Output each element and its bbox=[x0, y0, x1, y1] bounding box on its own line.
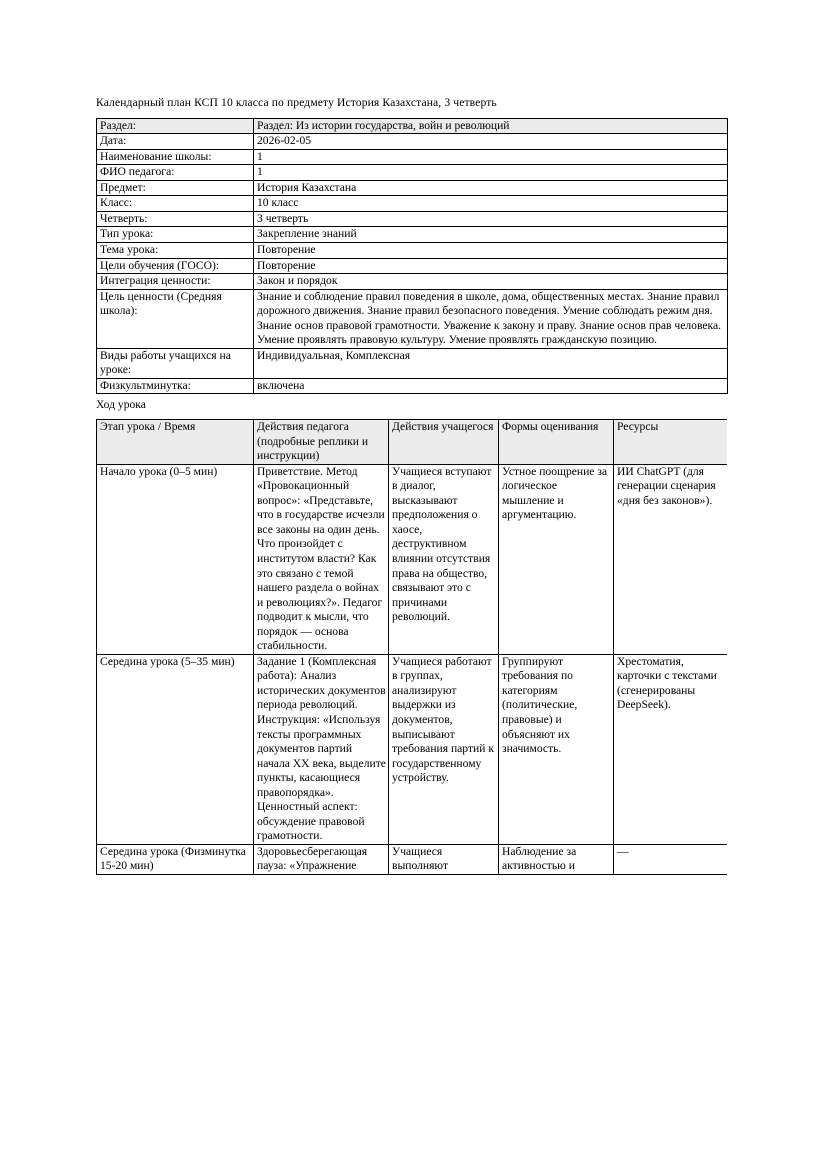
flow-student-cell: Учащиеся вступают в диалог, высказывают предположения о хаосе, деструктивном влиянии отсутствия права на общество, связывают это с причинами революций. bbox=[389, 464, 499, 654]
table-row bbox=[97, 464, 728, 654]
lesson-flow-heading: Ход урока bbox=[96, 398, 146, 412]
info-row-value: 1 bbox=[254, 149, 728, 165]
table-row bbox=[97, 274, 728, 290]
flow-stage-cell: Середина урока (5–35 мин) bbox=[97, 654, 254, 844]
info-row-label: Класс: bbox=[97, 196, 254, 212]
table-row bbox=[97, 118, 728, 134]
table-row bbox=[97, 378, 728, 394]
flow-stage-cell: Начало урока (0–5 мин) bbox=[97, 464, 254, 654]
info-row-label: Цели обучения (ГОСО): bbox=[97, 258, 254, 274]
column-header: Действия учащегося bbox=[389, 420, 499, 465]
info-row-label: Наименование школы: bbox=[97, 149, 254, 165]
info-row-label: Четверть: bbox=[97, 211, 254, 227]
info-row-value: 2026-02-05 bbox=[254, 134, 728, 150]
flow-assessment-cell: Группируют требования по категориям (политические, правовые) и объясняют их значимость. bbox=[499, 654, 614, 844]
flow-teacher-cell: Здоровьесберегающая пауза: «Упражнение bbox=[254, 844, 389, 874]
info-row-value: Закрепление знаний bbox=[254, 227, 728, 243]
flow-assessment-cell: Наблюдение за активностью и bbox=[499, 844, 614, 874]
info-row-label: Физкультминутка: bbox=[97, 378, 254, 394]
info-row-value: Раздел: Из истории государства, войн и революций bbox=[254, 118, 728, 134]
table-row bbox=[97, 149, 728, 165]
table-row bbox=[97, 654, 728, 844]
lesson-info-table-body bbox=[97, 118, 728, 394]
info-row-value: включена bbox=[254, 378, 728, 394]
column-header: Ресурсы bbox=[614, 420, 728, 465]
info-row-value: 1 bbox=[254, 165, 728, 181]
column-header: Действия педагога (подробные реплики и инструкции) bbox=[254, 420, 389, 465]
flow-teacher-cell: Задание 1 (Комплексная работа): Анализ исторических документов периода революций. Инструкция: «Используя тексты программных документов партий начала XX века, выделите пункты, касающиеся правопорядка». Ценностный аспект: обсуждение правовой грамотности. bbox=[254, 654, 389, 844]
info-row-label: Тема урока: bbox=[97, 242, 254, 258]
lesson-flow-table bbox=[96, 419, 727, 875]
lesson-info-table bbox=[96, 118, 728, 395]
info-row-label: Дата: bbox=[97, 134, 254, 150]
info-row-label: Интеграция ценности: bbox=[97, 274, 254, 290]
lesson-flow-table-head bbox=[97, 420, 728, 465]
info-row-value: Индивидуальная, Комплексная bbox=[254, 348, 728, 378]
info-row-value: 3 четверть bbox=[254, 211, 728, 227]
flow-student-cell: Учащиеся работают в группах, анализируют выдержки из документов, выписывают требования партий к государственному устройству. bbox=[389, 654, 499, 844]
info-row-label: Виды работы учащихся на уроке: bbox=[97, 348, 254, 378]
info-row-label: Раздел: bbox=[97, 118, 254, 134]
info-row-value: История Казахстана bbox=[254, 180, 728, 196]
lesson-flow-table-body bbox=[97, 464, 728, 874]
info-row-label: Цель ценности (Средняя школа): bbox=[97, 289, 254, 348]
info-row-label: ФИО педагога: bbox=[97, 165, 254, 181]
table-row bbox=[97, 211, 728, 227]
flow-resources-cell: ИИ ChatGPT (для генерации сценария «дня без законов»). bbox=[614, 464, 728, 654]
table-row bbox=[97, 180, 728, 196]
table-row bbox=[97, 348, 728, 378]
table-row bbox=[97, 242, 728, 258]
flow-resources-cell: Хрестоматия, карточки с текстами (сгенерированы DeepSeek). bbox=[614, 654, 728, 844]
page-content bbox=[96, 96, 728, 1031]
table-row bbox=[97, 227, 728, 243]
flow-teacher-cell: Приветствие. Метод «Провокационный вопрос»: «Представьте, что в государстве исчезли все законы на один день. Что произойдет с институтом власти? Как это связано с темой нашего раздела о войнах и революциях?». Педагог подводит к мысли, что порядок — основа стабильности. bbox=[254, 464, 389, 654]
flow-resources-cell: — bbox=[614, 844, 728, 874]
lesson-flow-table-clip bbox=[96, 419, 727, 1031]
table-header-row bbox=[97, 420, 728, 465]
info-row-value: Повторение bbox=[254, 258, 728, 274]
table-row bbox=[97, 134, 728, 150]
info-row-value: Закон и порядок bbox=[254, 274, 728, 290]
table-row bbox=[97, 844, 728, 874]
info-row-value: 10 класс bbox=[254, 196, 728, 212]
page-title: Календарный план КСП 10 класса по предмету История Казахстана, 3 четверть bbox=[96, 96, 497, 109]
info-row-label: Тип урока: bbox=[97, 227, 254, 243]
table-row bbox=[97, 258, 728, 274]
table-row bbox=[97, 289, 728, 348]
column-header: Этап урока / Время bbox=[97, 420, 254, 465]
table-row bbox=[97, 165, 728, 181]
table-row bbox=[97, 196, 728, 212]
flow-student-cell: Учащиеся выполняют bbox=[389, 844, 499, 874]
info-row-value: Знание и соблюдение правил поведения в школе, дома, общественных местах. Знание правил дорожного движения. Знание правил безопасного поведения. Умение соблюдать режим дня. Знание основ правовой грамотности. Уважение к закону и праву. Знание основ прав человека. Умение проявлять правовую культуру. Умение проявлять гражданскую позицию. bbox=[254, 289, 728, 348]
info-row-value: Повторение bbox=[254, 242, 728, 258]
column-header: Формы оценивания bbox=[499, 420, 614, 465]
flow-stage-cell: Середина урока (Физминутка 15-20 мин) bbox=[97, 844, 254, 874]
flow-assessment-cell: Устное поощрение за логическое мышление и аргументацию. bbox=[499, 464, 614, 654]
info-row-label: Предмет: bbox=[97, 180, 254, 196]
